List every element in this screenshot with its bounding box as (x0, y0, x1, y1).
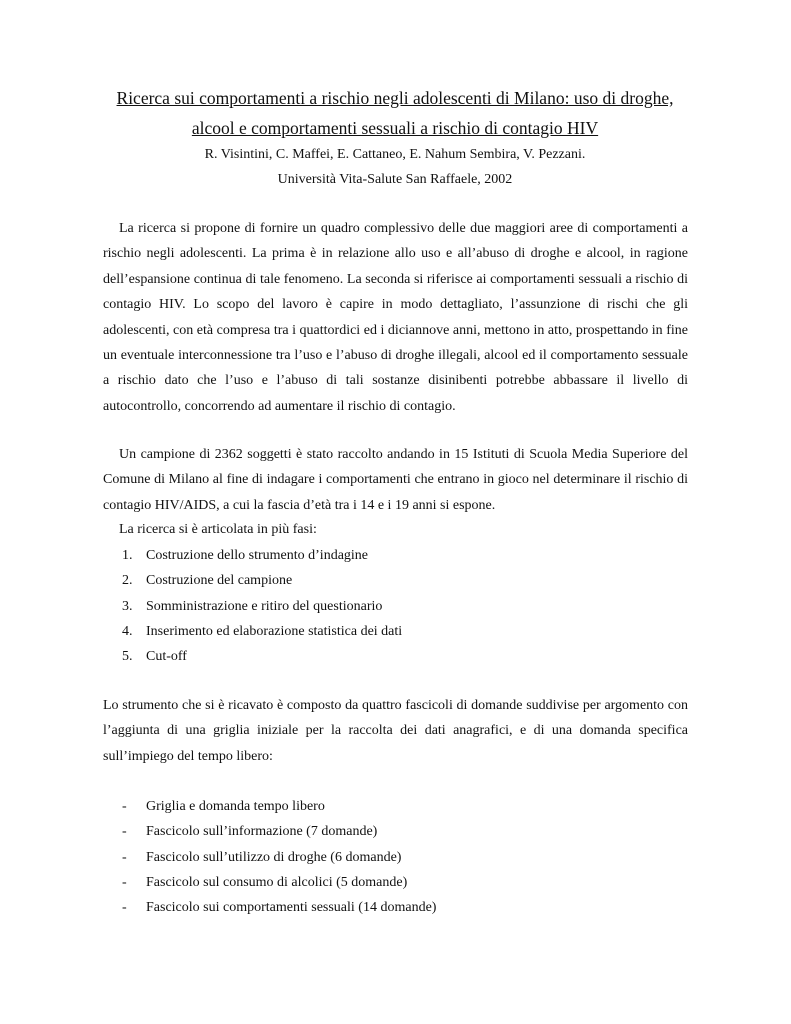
instrument-parts-list (122, 794, 436, 920)
list-item-bullet: - (122, 824, 127, 840)
list-item (122, 568, 402, 593)
list-item-text: Costruzione del campione (146, 573, 293, 589)
list-item-text: Fascicolo sull’informazione (7 domande) (146, 824, 378, 840)
paragraph-instrument: Lo strumento che si è ricavato è composto da quattro fascicoli di domande suddivise per argomento con l’aggiunta di una griglia iniziale per la raccolta dei dati anagrafici, e di una domanda specifica sull’impiego del tempo libero: (103, 698, 688, 764)
paragraph-sample: Un campione di 2362 soggetti è stato raccolto andando in 15 Istituti di Scuola Media Superiore del Comune di Milano al fine di indagare i comportamenti che entrano in gioco nel determinare il rischio di contagio HIV/AIDS, a cui la fascia d’età tra i 14 e i 19 anni si espone. (103, 447, 688, 513)
list-item-number: 1. (122, 548, 133, 563)
list-item-bullet: - (122, 799, 127, 814)
list-item-text: Somministrazione e ritiro del questionario (146, 598, 383, 614)
list-item-text: Fascicolo sull’utilizzo di droghe (6 domande) (146, 849, 402, 865)
paragraph-phases-intro: La ricerca si è articolata in più fasi: (119, 522, 317, 537)
list-item-bullet: - (122, 900, 127, 916)
list-item-number: 2. (122, 573, 133, 589)
title-line-2: alcool e comportamenti sessuali a rischio di contagio HIV (191, 118, 599, 138)
list-item-text: Inserimento ed elaborazione statistica dei dati (146, 623, 403, 639)
affiliation: Università Vita-Salute San Raffaele, 2002 (277, 172, 513, 187)
list-item-bullet: - (122, 849, 127, 865)
list-item-number: 3. (122, 598, 133, 614)
list-item (122, 794, 436, 819)
list-item-number: 5. (122, 649, 133, 665)
list-item (122, 543, 402, 568)
list-item-text: Costruzione dello strumento d’indagine (146, 548, 369, 563)
list-item-text: Fascicolo sui comportamenti sessuali (14 domande) (146, 900, 437, 916)
list-item-text: Griglia e domanda tempo libero (146, 799, 325, 814)
list-item-text: Fascicolo sul consumo di alcolici (5 domande) (146, 874, 408, 890)
list-item (122, 845, 436, 870)
title-line-1: Ricerca sui comportamenti a rischio negli adolescenti di Milano: uso di droghe, (116, 88, 674, 108)
list-item (122, 870, 436, 895)
list-item (122, 594, 402, 619)
list-item (122, 644, 402, 669)
list-item-text: Cut-off (146, 649, 187, 665)
list-item (122, 819, 436, 844)
list-item (122, 895, 436, 920)
list-item-number: 4. (122, 623, 133, 639)
paragraph-intro: La ricerca si propone di fornire un quadro complessivo delle due maggiori aree di comportamenti a rischio negli adolescenti. La prima è in relazione allo uso e all’abuso di droghe e alcool, in ragione dell’espansione continua di tale fenomeno. La seconda si riferisce ai comportamenti sessuali a rischio di contagio HIV. Lo scopo del lavoro è capire in modo dettagliato, l’assunzione di rischi che gli adolescenti, con età compresa tra i quattordici ed i diciannove anni, mettono in atto, prospettando in fine un eventuale interconnessione tra l’uso e l’abuso di droghe illegali, alcool ed il comportamento sessuale a rischio dato che l’uso e l’abuso di tali sostanze disinibenti potrebbe abbassare il livello di autocontrollo, concorrendo ad aumentare il rischio di contagio. (103, 221, 688, 414)
list-item (122, 619, 402, 644)
phases-list (122, 543, 402, 669)
authors: R. Visintini, C. Maffei, E. Cattaneo, E. Nahum Sembira, V. Pezzani. (204, 147, 586, 162)
list-item-bullet: - (122, 874, 127, 890)
